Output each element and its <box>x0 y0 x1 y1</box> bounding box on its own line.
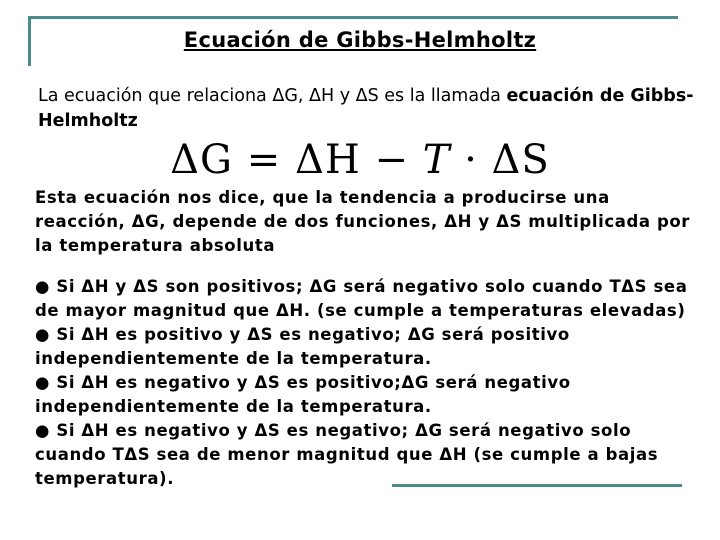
bullet-item: ● Si ΔH es positivo y ΔS es negativo; ΔG será positivo independientemente de la temperatura. <box>35 325 570 368</box>
bullet-item: ● Si ΔH y ΔS son positivos; ΔG será negativo solo cuando TΔS sea de mayor magnitud que ΔH. (se cumple a temperaturas elevadas) <box>35 277 688 320</box>
frame-top-line <box>28 16 678 19</box>
formula-delta-s: ΔS <box>491 137 550 183</box>
formula-t: T <box>422 137 451 183</box>
formula-delta-h: ΔH <box>294 137 361 183</box>
explanation-paragraph: Esta ecuación nos dice, que la tendencia a producirse una reacción, ΔG, depende de dos funciones, ΔH y ΔS multiplicada por la temperatura absoluta <box>35 188 691 255</box>
formula-dot: · <box>450 137 492 183</box>
intro-plain: La ecuación que relaciona ΔG, ΔH y ΔS es la llamada <box>38 86 507 106</box>
intro-text <box>38 84 698 134</box>
bullet-item: ● Si ΔH es negativo y ΔS es negativo; ΔG será negativo solo cuando TΔS sea de menor magnitud que ΔH (se cumple a bajas temperatura). <box>35 421 659 488</box>
intro-bold: ecuación de Gibbs-Helmholtz <box>38 86 694 131</box>
formula-delta-g: ΔG <box>170 137 233 183</box>
formula-minus: − <box>360 137 423 183</box>
bullet-item: ● Si ΔH es negativo y ΔS es positivo;ΔG será negativo independientemente de la temperatura. <box>35 373 571 416</box>
bullet-list <box>35 275 705 491</box>
gibbs-formula <box>0 136 720 184</box>
slide-title: Ecuación de Gibbs-Helmholtz <box>183 28 537 52</box>
formula-equals: = <box>233 137 295 183</box>
